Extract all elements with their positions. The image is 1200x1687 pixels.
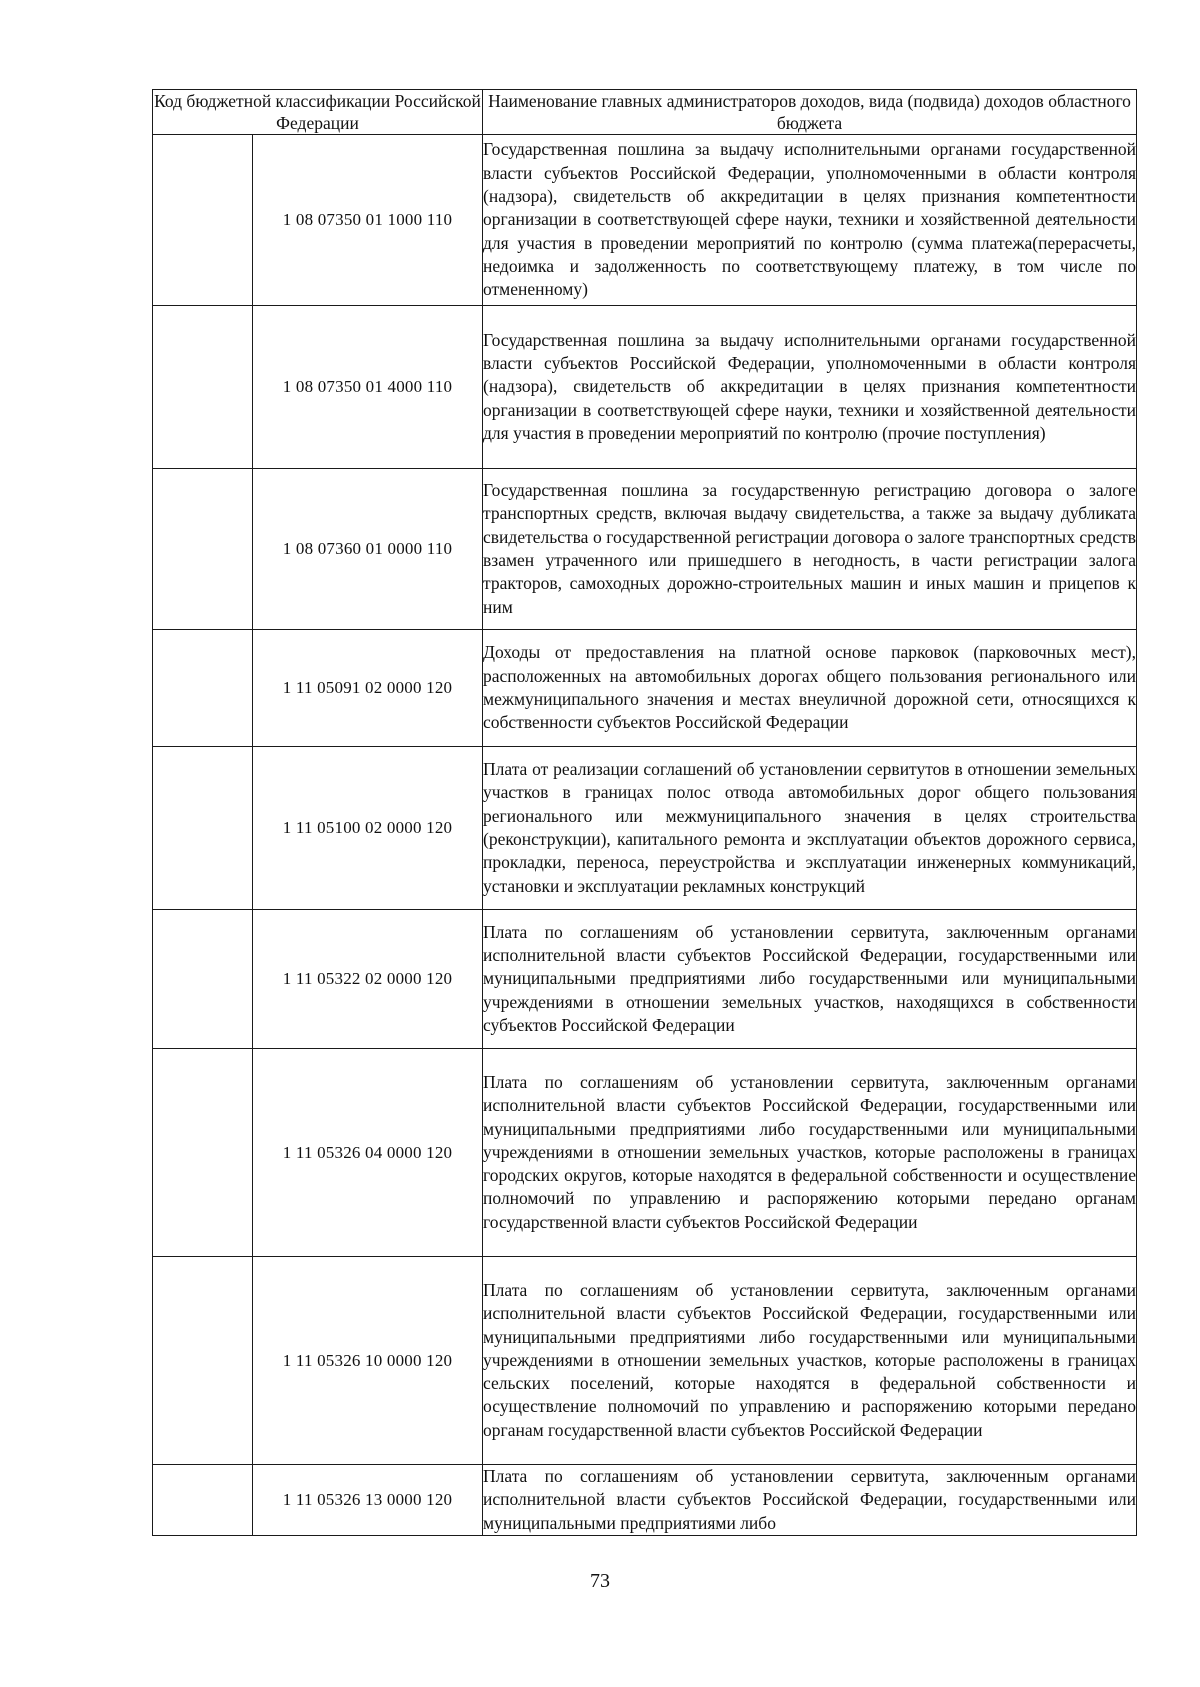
page-number: 73	[590, 1570, 610, 1592]
budget-code-cell: 1 11 05326 10 0000 120	[253, 1257, 483, 1465]
table-row	[153, 1257, 1137, 1465]
budget-code-cell: 1 08 07360 01 0000 110	[253, 469, 483, 630]
admin-code-cell	[153, 306, 253, 469]
revenue-description-cell	[483, 747, 1137, 910]
revenue-description-cell	[483, 306, 1137, 469]
budget-code-cell: 1 11 05326 04 0000 120	[253, 1049, 483, 1257]
table-row	[153, 1465, 1137, 1536]
admin-code-cell	[153, 910, 253, 1049]
budget-code-cell: 1 08 07350 01 4000 110	[253, 306, 483, 469]
revenue-description-text: Плата по соглашениям об установлении сервитута, заключенным органами исполнительной власти субъектов Российской Федерации, государственными или муниципальными предприятиями либо государственными или муниципальными учреждениями в отношении земельных участков, которые расположены в границах городских округов, которые находятся в федеральной собственности и осуществление полномочий по управлению и распоряжению которыми передано органам государственной власти субъектов Российской Федерации	[483, 1071, 1137, 1232]
revenue-description-text: Плата по соглашениям об установлении сервитута, заключенным органами исполнительной власти субъектов Российской Федерации, государственными или муниципальными предприятиями либо	[483, 1466, 1137, 1533]
header-code-column: Код бюджетной классификации Российской Федерации	[154, 91, 481, 133]
revenue-description-cell	[483, 630, 1137, 747]
header-name-column: Наименование главных администраторов доходов, вида (подвида) доходов областного бюджета	[483, 90, 1137, 135]
admin-code-cell	[153, 135, 253, 306]
admin-code-cell	[153, 630, 253, 747]
admin-code-cell	[153, 1465, 253, 1536]
table-row	[153, 469, 1137, 630]
revenue-description-cell	[483, 1049, 1137, 1257]
budget-code-cell: 1 11 05091 02 0000 120	[253, 630, 483, 747]
admin-code-cell	[153, 1049, 253, 1257]
revenue-description-text: Плата от реализации соглашений об установлении сервитутов в отношении земельных участков в границах полос отвода автомобильных дорог общего пользования регионального или межмуниципального значения в целях строительства (реконструкции), капитального ремонта и эксплуатации объектов дорожного сервиса, прокладки, переноса, переустройства и эксплуатации инженерных коммуникаций, установки и эксплуатации рекламных конструкций	[483, 759, 1137, 896]
revenue-description-text: Доходы от предоставления на платной основе парковок (парковочных мест), расположенных на автомобильных дорогах общего пользования регионального или межмуниципального значения и местах внеуличной дорожной сети, относящихся к собственности субъектов Российской Федерации	[483, 642, 1137, 733]
budget-code-cell: 1 11 05100 02 0000 120	[253, 747, 483, 910]
table-row	[153, 630, 1137, 747]
revenue-description-cell	[483, 469, 1137, 630]
admin-code-cell	[153, 469, 253, 630]
admin-code-cell	[153, 747, 253, 910]
revenue-description-cell	[483, 1465, 1137, 1536]
table-row	[153, 747, 1137, 910]
revenue-description-text: Государственная пошлина за государственную регистрацию договора о залоге транспортных средств, включая выдачу свидетельства, а также за выдачу дубликата свидетельства о государственной регистрации договора о залоге транспортных средств взамен утраченного или пришедшего в негодность, в части регистрации залога тракторов, самоходных дорожно-строительных машин и иных машин и прицепов к ним	[483, 480, 1137, 617]
table-row	[153, 910, 1137, 1049]
revenue-description-text: Плата по соглашениям об установлении сервитута, заключенным органами исполнительной власти субъектов Российской Федерации, государственными или муниципальными предприятиями либо государственными или муниципальными учреждениями в отношении земельных участков, которые расположены в границах сельских поселений, которые находятся в федеральной собственности и осуществление полномочий по управлению и распоряжению которыми передано органам государственной власти субъектов Российской Федерации	[483, 1279, 1137, 1440]
revenue-description-cell	[483, 910, 1137, 1049]
admin-code-cell	[153, 1257, 253, 1465]
revenue-description-text: Плата по соглашениям об установлении сервитута, заключенным органами исполнительной власти субъектов Российской Федерации, государственными или муниципальными предприятиями либо государственными или муниципальными учреждениями в отношении земельных участков, находящихся в собственности субъектов Российской Федерации	[483, 921, 1137, 1035]
budget-code-cell: 1 08 07350 01 1000 110	[253, 135, 483, 306]
revenue-classification-table	[152, 89, 1137, 1536]
table-row	[153, 306, 1137, 469]
budget-code-cell: 1 11 05326 13 0000 120	[253, 1465, 483, 1536]
table-row	[153, 135, 1137, 306]
revenue-description-cell	[483, 1257, 1137, 1465]
revenue-description-cell	[483, 135, 1137, 306]
budget-code-cell: 1 11 05322 02 0000 120	[253, 910, 483, 1049]
revenue-description-text: Государственная пошлина за выдачу исполнительными органами государственной власти субъектов Российской Федерации, уполномоченными в области контроля (надзора), свидетельств об аккредитации в целях признания компетентности организации в соответствующей сфере науки, техники и хозяйственной деятельности для участия в проведении мероприятий по контролю (прочие поступления)	[483, 329, 1137, 443]
table-row	[153, 1049, 1137, 1257]
table-header-row	[153, 90, 1137, 135]
revenue-description-text: Государственная пошлина за выдачу исполнительными органами государственной власти субъектов Российской Федерации, уполномоченными в области контроля (надзора), свидетельств об аккредитации в целях признания компетентности организации в соответствующей сфере науки, техники и хозяйственной деятельности для участия в проведении мероприятий по контролю (сумма платежа(перерасчеты, недоимка и задолженность по соответствующему платежу, в том числе по отмененному)	[483, 139, 1137, 300]
